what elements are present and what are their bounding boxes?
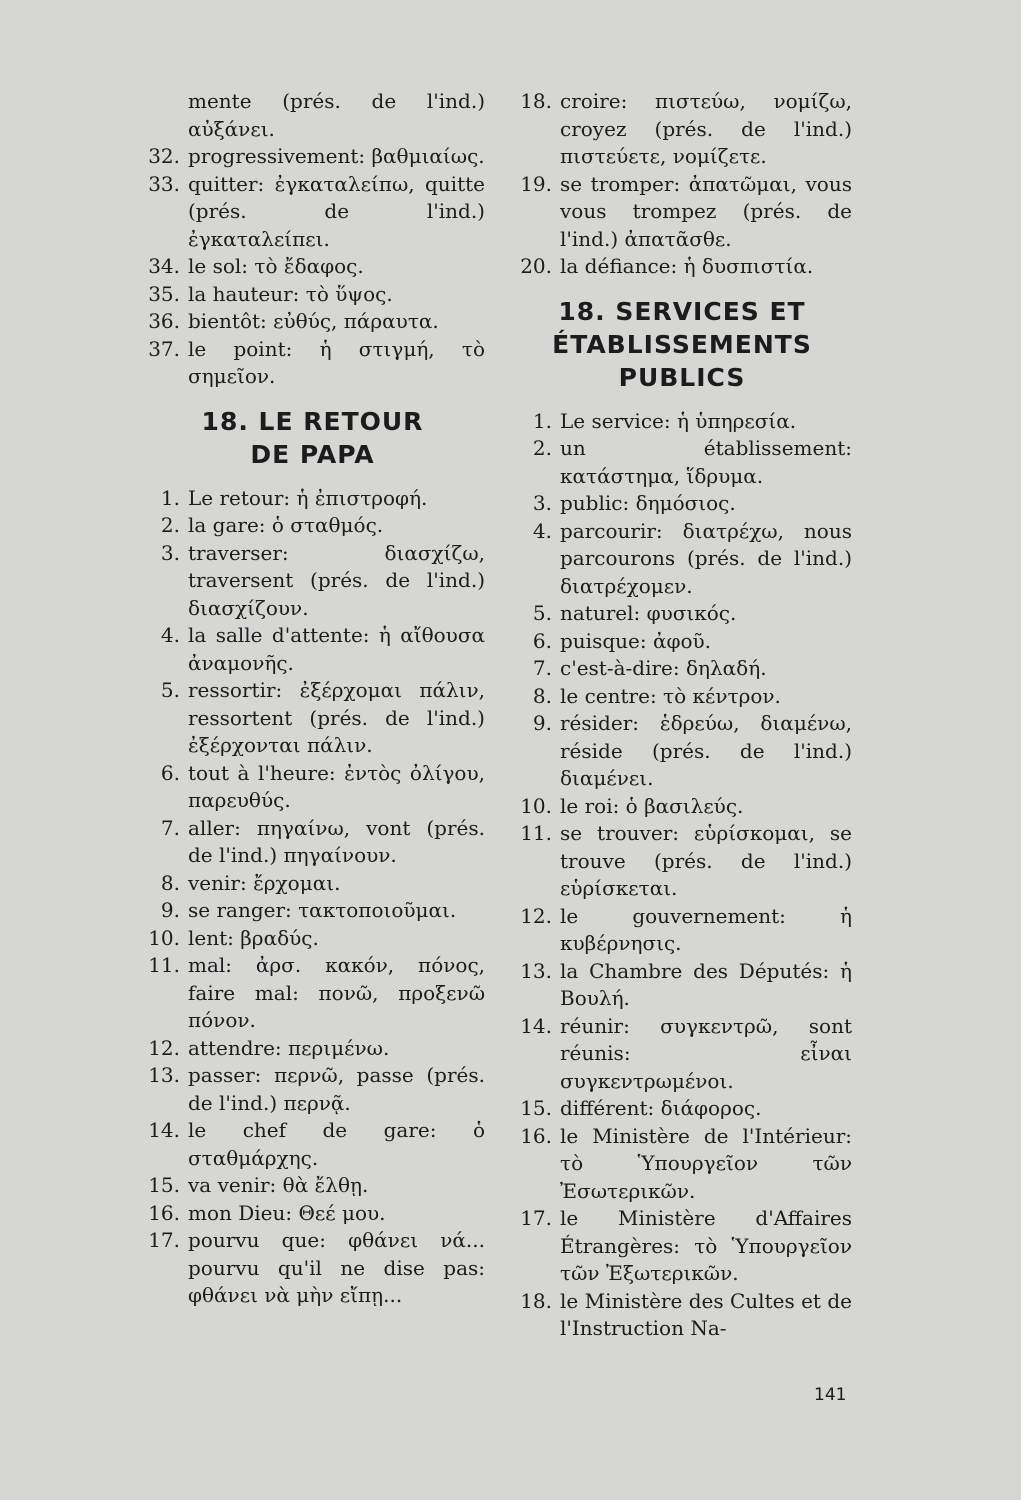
left-vocabulary-list xyxy=(140,485,485,1310)
entry-number: 3. xyxy=(532,491,552,515)
entry-number: 6. xyxy=(160,760,180,785)
section-heading-le-retour-de-papa xyxy=(140,405,485,471)
entry-number: 34. xyxy=(148,254,180,278)
vocab-entry xyxy=(140,1035,485,1063)
entry-number: 17. xyxy=(520,1206,552,1230)
entry-text: un établissement: κατάστημα, ἵδρυμα. xyxy=(560,436,852,488)
entry-number: 4. xyxy=(532,518,552,543)
heading-line: ÉTABLISSEMENTS xyxy=(552,329,812,359)
entry-text: public: δημόσιος. xyxy=(560,491,736,515)
vocab-entry xyxy=(512,1013,852,1096)
entry-number: 7. xyxy=(532,656,552,680)
vocab-entry xyxy=(140,1227,485,1310)
entry-number: 8. xyxy=(160,870,180,895)
entry-text: le gouvernement: ἡ κυβέρνησις. xyxy=(560,903,852,955)
entry-text: le Ministère de l'Intérieur: τὸ Ὑπουργεῖον τῶν Ἐσωτερικῶν. xyxy=(560,1123,852,1203)
entry-text: le chef de gare: ὁ σταθμάρχης. xyxy=(188,1118,485,1170)
entry-number: 15. xyxy=(148,1173,180,1197)
entry-number: 12. xyxy=(520,903,552,928)
vocab-entry xyxy=(140,485,485,513)
vocab-entry xyxy=(140,1200,485,1228)
entry-number: 4. xyxy=(160,623,180,647)
entry-text: le sol: τὸ ἔδαφος. xyxy=(188,254,364,278)
left-column xyxy=(140,88,485,1310)
entry-number: 2. xyxy=(532,436,552,460)
vocab-entry xyxy=(140,308,485,336)
entry-text: croire: πιστεύω, νομίζω, croyez (prés. de l'ind.) πιστεύετε, νομίζετε. xyxy=(560,89,852,168)
entry-text: attendre: περιμένω. xyxy=(188,1035,390,1060)
vocab-entry xyxy=(140,815,485,870)
entry-text: différent: διάφορος. xyxy=(560,1096,762,1120)
entry-number: 10. xyxy=(520,793,552,818)
entry-number: 8. xyxy=(532,683,552,708)
entry-number: 16. xyxy=(148,1200,180,1225)
entry-text: la défiance: ἡ δυσπιστία. xyxy=(560,254,814,278)
vocab-entry xyxy=(512,435,852,490)
vocab-entry xyxy=(140,512,485,540)
entry-text: réunir: συγκεντρῶ, sont réunis: εἶναι συγκεντρωμένοι. xyxy=(560,1013,852,1093)
vocab-entry xyxy=(140,540,485,623)
entry-text: la salle d'attente: ἡ αἴθουσα ἀναμονῆς. xyxy=(188,623,485,675)
vocab-entry xyxy=(140,870,485,898)
entry-text: tout à l'heure: ἐντὸς ὀλίγου, παρευθύς. xyxy=(188,760,485,812)
entry-number: 11. xyxy=(520,821,552,845)
vocab-entry xyxy=(512,408,852,436)
entry-number: 37. xyxy=(148,336,180,361)
entry-text: la Chambre des Députés: ἡ Βουλή. xyxy=(560,958,852,1010)
entry-number: 33. xyxy=(148,171,180,196)
vocab-entry xyxy=(512,1095,852,1123)
vocab-entry xyxy=(512,820,852,903)
entry-text: le centre: τὸ κέντρον. xyxy=(560,683,781,708)
heading-line: 18. SERVICES ET xyxy=(558,296,806,326)
vocab-entry xyxy=(512,958,852,1013)
entry-number: 2. xyxy=(160,513,180,537)
entry-number: 15. xyxy=(520,1096,552,1120)
entry-number: 12. xyxy=(148,1035,180,1060)
entry-text: passer: περνῶ, passe (prés. de l'ind.) περνᾷ. xyxy=(188,1063,485,1115)
entry-number: 10. xyxy=(148,925,180,950)
vocab-entry xyxy=(512,88,852,171)
entry-number: 18. xyxy=(520,1288,552,1313)
entry-number: 3. xyxy=(160,540,180,565)
entry-text: parcourir: διατρέχω, nous parcourons (prés. de l'ind.) διατρέχομεν. xyxy=(560,518,852,598)
entry-number: 9. xyxy=(532,711,552,735)
entry-number: 6. xyxy=(532,628,552,653)
entry-text: bientôt: εὐθύς, πάραυτα. xyxy=(188,309,439,333)
entry-number: 1. xyxy=(532,408,552,433)
entry-number: 14. xyxy=(520,1013,552,1038)
entry-number: 20. xyxy=(520,254,552,278)
vocab-entry xyxy=(512,490,852,518)
entry-number: 9. xyxy=(160,898,180,922)
entry-number: 5. xyxy=(532,601,552,625)
vocab-entry xyxy=(140,1172,485,1200)
entry-text: progressivement: βαθμιαίως. xyxy=(188,144,485,168)
entry-text: se trouver: εὑρίσκομαι, se trouve (prés. de l'ind.) εὑρίσκεται. xyxy=(560,821,852,900)
heading-line: PUBLICS xyxy=(618,362,746,392)
entry-text: traverser: διασχίζω, traversent (prés. de l'ind.) διασχίζουν. xyxy=(188,540,485,620)
heading-line: 18. LE RETOUR xyxy=(201,406,424,436)
vocab-entry xyxy=(140,677,485,760)
entry-number: 1. xyxy=(160,485,180,510)
entry-number: 14. xyxy=(148,1118,180,1142)
vocab-entry xyxy=(140,1117,485,1172)
vocab-entry xyxy=(512,253,852,281)
entry-text: c'est-à-dire: δηλαδή. xyxy=(560,656,767,680)
entry-number: 16. xyxy=(520,1123,552,1148)
vocab-entry xyxy=(140,952,485,1035)
entry-text: le Ministère des Cultes et de l'Instruction Na- xyxy=(560,1288,852,1340)
entry-number: 17. xyxy=(148,1228,180,1252)
entry-text: ressortir: ἐξέρχομαι πάλιν, ressortent (prés. de l'ind.) ἐξέρχονται πάλιν. xyxy=(188,678,485,757)
entry-number: 7. xyxy=(160,815,180,840)
entry-number: 32. xyxy=(148,144,180,168)
vocab-entry xyxy=(140,336,485,391)
vocab-entry xyxy=(140,760,485,815)
entry-text: quitter: ἐγκαταλείπω, quitte (prés. de l'ind.) ἐγκαταλείπει. xyxy=(188,171,485,251)
entry-text: puisque: ἀφοῦ. xyxy=(560,628,712,653)
page-number: 141 xyxy=(814,1385,847,1405)
right-continued-entries xyxy=(512,88,852,281)
left-continued-entries xyxy=(140,88,485,391)
vocab-entry xyxy=(512,600,852,628)
entry-text: la gare: ὁ σταθμός. xyxy=(188,513,384,537)
section-heading-services-publics xyxy=(512,295,852,394)
entry-text: la hauteur: τὸ ὕψος. xyxy=(188,281,393,306)
vocab-entry xyxy=(512,518,852,601)
entry-text: va venir: θὰ ἔλθῃ. xyxy=(188,1173,369,1197)
entry-text: lent: βραδύς. xyxy=(188,925,319,950)
vocab-entry xyxy=(140,253,485,281)
vocab-entry xyxy=(140,143,485,171)
vocab-entry xyxy=(512,1288,852,1343)
entry-number: 36. xyxy=(148,309,180,333)
right-column xyxy=(512,88,852,1343)
entry-number: 11. xyxy=(148,953,180,977)
entry-number: 13. xyxy=(148,1063,180,1087)
vocab-entry xyxy=(512,655,852,683)
entry-text: mon Dieu: Θεέ μου. xyxy=(188,1200,386,1225)
vocab-entry xyxy=(512,793,852,821)
entry-text: naturel: φυσικός. xyxy=(560,601,737,625)
vocab-entry xyxy=(140,171,485,254)
entry-text: se ranger: τακτοποιοῦμαι. xyxy=(188,898,457,922)
vocab-entry xyxy=(140,897,485,925)
entry-number: 19. xyxy=(520,171,552,196)
entry-text: résider: ἑδρεύω, διαμένω, réside (prés. de l'ind.) διαμένει. xyxy=(560,711,852,790)
vocab-entry xyxy=(512,1123,852,1206)
entry-text: venir: ἔρχομαι. xyxy=(188,870,341,895)
vocab-entry xyxy=(512,171,852,254)
vocab-entry xyxy=(140,281,485,309)
entry-number: 18. xyxy=(520,89,552,113)
entry-text: mente (prés. de l'ind.) αὐξάνει. xyxy=(188,89,485,141)
vocab-entry xyxy=(140,88,485,143)
heading-line: DE PAPA xyxy=(250,439,375,469)
entry-text: aller: πηγαίνω, vont (prés. de l'ind.) πηγαίνουν. xyxy=(188,815,485,867)
vocab-entry xyxy=(512,903,852,958)
entry-text: pourvu que: φθάνει νά... pourvu qu'il ne dise pas: φθάνει νὰ μὴν εἴπῃ... xyxy=(188,1228,485,1307)
vocab-entry xyxy=(512,710,852,793)
vocab-entry xyxy=(512,628,852,656)
entry-text: le point: ἡ στιγμή, τὸ σημεῖον. xyxy=(188,336,485,388)
vocab-entry xyxy=(512,683,852,711)
vocab-entry xyxy=(140,1062,485,1117)
entry-number: 35. xyxy=(148,281,180,306)
vocab-entry xyxy=(140,925,485,953)
entry-text: le Ministère d'Affaires Étrangères: τὸ Ὑπουργεῖον τῶν Ἐξωτερικῶν. xyxy=(560,1206,852,1285)
entry-text: Le service: ἡ ὑπηρεσία. xyxy=(560,408,797,433)
entry-text: Le retour: ἡ ἐπιστροφή. xyxy=(188,485,428,510)
entry-text: se tromper: ἀπατῶμαι, vous vous trompez (prés. de l'ind.) ἀπατᾶσθε. xyxy=(560,171,852,251)
vocab-entry xyxy=(512,1205,852,1288)
entry-text: mal: ἀρσ. κακόν, πόνος, faire mal: πονῶ, προξενῶ πόνον. xyxy=(188,953,485,1032)
entry-text: le roi: ὁ βασιλεύς. xyxy=(560,793,744,818)
entry-number: 5. xyxy=(160,678,180,702)
vocab-entry xyxy=(140,622,485,677)
entry-number: 13. xyxy=(520,958,552,983)
right-vocabulary-list xyxy=(512,408,852,1343)
